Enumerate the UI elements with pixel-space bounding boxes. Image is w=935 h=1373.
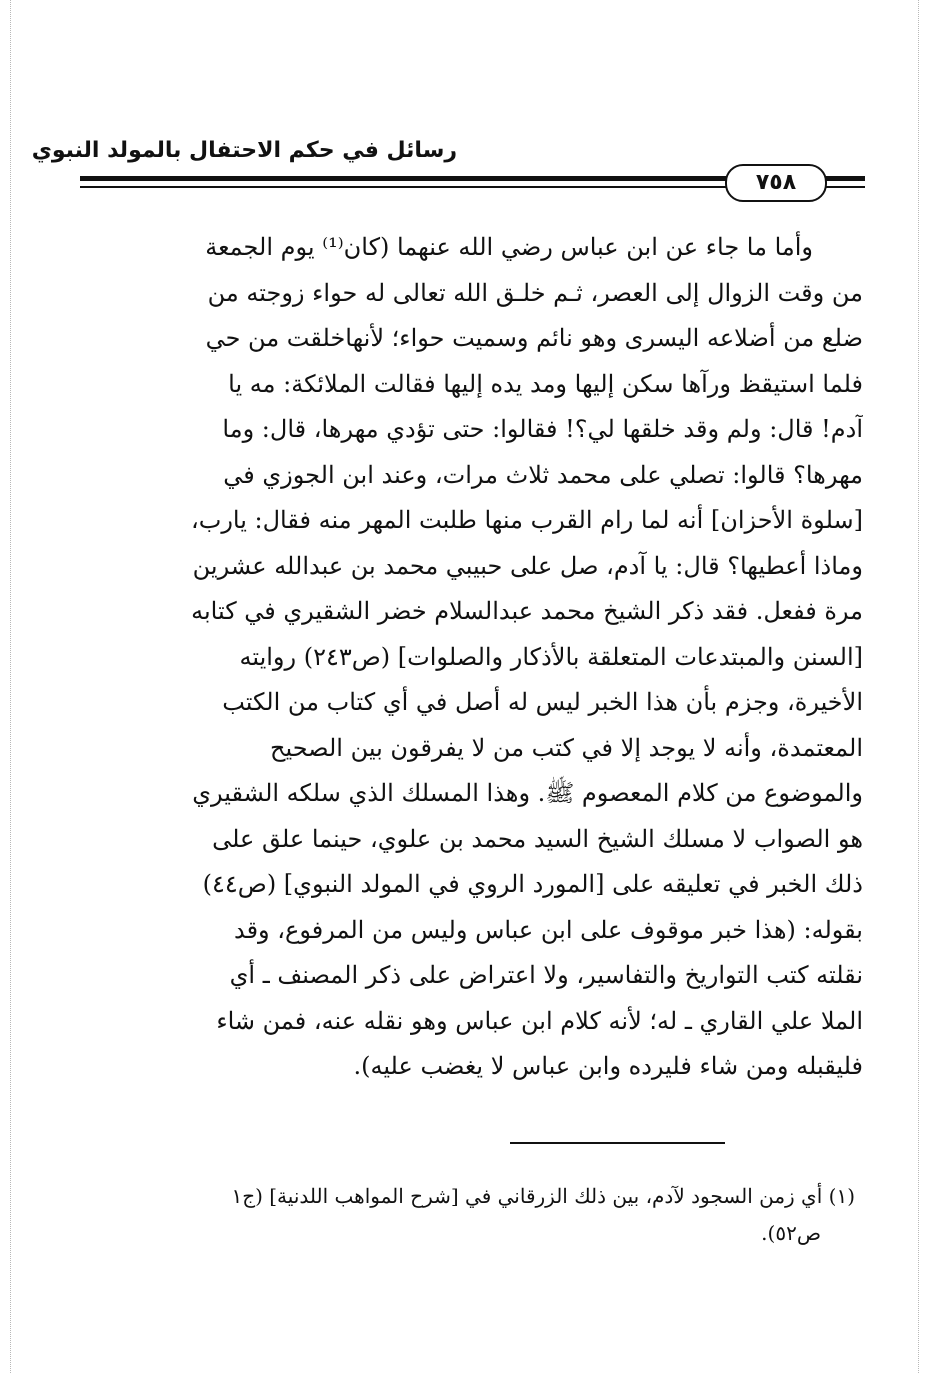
body-line: الأخيرة، وجزم بأن هذا الخبر ليس له أصل في أي كتاب من الكتب: [222, 688, 863, 716]
footnote-line: (١) أي زمن السجود لآدم، بين ذلك الزرقاني في [شرح المواهب اللدنية] (ج١: [231, 1184, 855, 1208]
body-line: ضلع من أضلاعه اليسرى وهو نائم وسميت حواء؛ لأنهاخلقت من حي: [205, 324, 863, 352]
footnote-separator: [510, 1142, 725, 1144]
scan-margin-line-right: [918, 0, 919, 1373]
body-paragraph: [98, 225, 863, 1090]
body-line: بقوله: (هذا خبر موقوف على ابن عباس وليس من المرفوع، وقد: [233, 915, 863, 944]
running-header-title: رسائل في حكم الاحتفال بالمولد النبوي: [31, 138, 457, 163]
body-line: وأما ما جاء عن ابن عباس رضي الله عنهما (كان⁽¹⁾ يوم الجمعة: [205, 233, 813, 261]
body-line: الملا علي القاري ـ له؛ لأنه كلام ابن عباس وهو نقله عنه، فمن شاء: [216, 1006, 863, 1035]
body-line: هو الصواب لا مسلك الشيخ السيد محمد بن علوي، حينما علق على: [212, 824, 863, 853]
body-line: مرة ففعل. فقد ذكر الشيخ محمد عبدالسلام خضر الشقيري في كتابه: [191, 597, 863, 625]
body-line: [سلوة الأحزان] أنه لما رام القرب منها طلبت المهر منه فقال: يارب،: [190, 506, 863, 534]
scan-margin-line-left: [10, 0, 11, 1373]
body-line: من وقت الزوال إلى العصر، ثـم خلـق الله تعالى له حواء زوجته من: [207, 278, 863, 307]
body-line: فليقبله ومن شاء فليرده وابن عباس لا يغضب عليه).: [353, 1052, 863, 1080]
body-line: [السنن والمبتدعات المتعلقة بالأذكار والصلوات] (ص٢٤٣) روايته: [239, 642, 863, 671]
body-line: المعتمدة، وأنه لا يوجد إلا في كتب من لا يفرقون بين الصحيح: [269, 733, 863, 762]
body-line: نقلته كتب التواريخ والتفاسير، ولا اعتراض على ذكر المصنف ـ أي: [229, 961, 863, 989]
body-line: ذلك الخبر في تعليقه على [المورد الروي في المولد النبوي] (ص٤٤): [202, 870, 863, 898]
body-line: والموضوع من كلام المعصوم ﷺ. وهذا المسلك الذي سلكه الشقيري: [192, 779, 863, 807]
body-line: فلما استيقظ ورآها سكن إليها ومد يده إليها فقالت الملائكة: مه يا: [228, 369, 863, 398]
body-line: آدم! قال: ولم وقد خلقها لي؟! فقالوا: حتى تؤدي مهرها، قال: وما: [222, 415, 863, 443]
body-line: مهرها؟ قالوا: تصلي على محمد ثلاث مرات، وعند ابن الجوزي في: [223, 460, 863, 489]
footnote-line: ص٥٢).: [761, 1221, 821, 1245]
body-line: وماذا أعطيها؟ قال: يا آدم، صل على حبيبي محمد بن عبدالله عشرين: [192, 551, 863, 580]
page-number-badge: ٧٥٨: [725, 164, 827, 202]
footnote: [95, 1178, 855, 1252]
